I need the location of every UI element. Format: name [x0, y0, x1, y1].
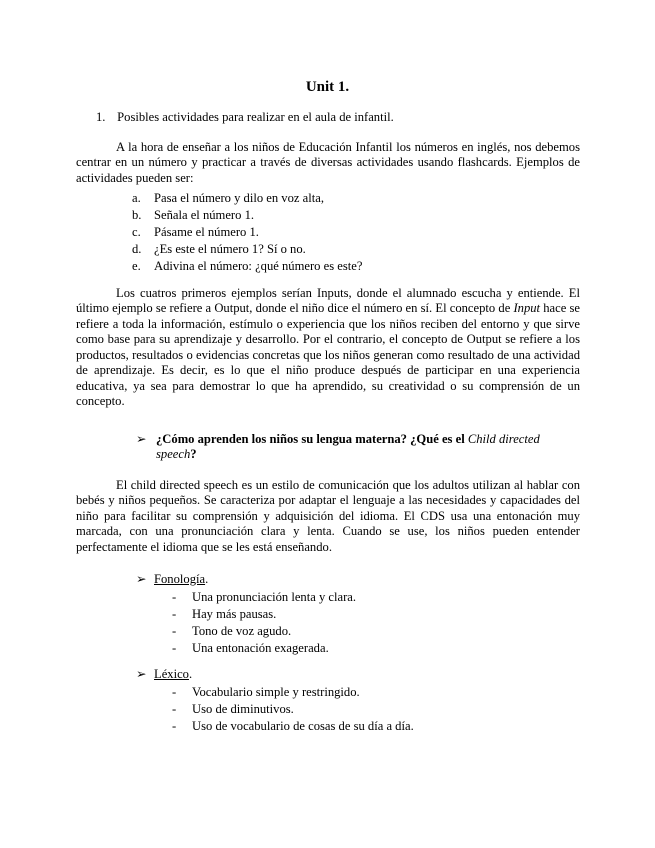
list-item: c. Pásame el número 1.	[132, 225, 259, 239]
question-heading: ➢ ¿Cómo aprenden los niños su lengua materna? ¿Qué es el Child directed speech?	[136, 432, 540, 462]
input-term: Input	[513, 301, 541, 316]
activity-list	[132, 191, 552, 276]
arrow-bullet-icon: ➢	[136, 432, 147, 446]
intro-paragraph: A la hora de enseñar a los niños de Educación Infantil los números en inglés, nos debemos centrar en un número y practicar a través de diversas actividades usando flashcards. Ejemplos de actividades pueden ser:	[76, 140, 580, 185]
list-item: - Uso de diminutivos.	[172, 702, 294, 716]
fonologia-list	[172, 590, 552, 658]
list-item: b. Señala el número 1.	[132, 208, 255, 222]
input-output-paragraph: Los cuatros primeros ejemplos serían Inputs, donde el alumnado escucha y entiende. El último ejemplo se refiere a Output, donde el niño dice el número en sí. El concepto de Input hace se refiere a toda la información, estímulo o experiencia que los niños reciben del entorno y que sirve como base para su aprendizaje y desarrollo. Por el contrario, el concepto de Output se refiere a los productos, resultados o evidencias concretas que los niños generan como resultado de una actividad de aprendizaje. Es decir, es lo que el niño produce después de participar en una experiencia educativa, ya sea para demostrar lo que ha aprendido, su creatividad o su comprensión de un concepto.	[76, 286, 580, 409]
page-title: Unit 1.	[305, 79, 350, 95]
lexico-heading: ➢ Léxico.	[136, 667, 193, 681]
list-item: - Vocabulario simple y restringido.	[172, 685, 360, 699]
cds-term: Child directed speech	[156, 432, 540, 462]
lexico-list	[172, 685, 552, 736]
section-heading-text: Posibles actividades para realizar en el aula de infantil.	[117, 110, 394, 124]
arrow-bullet-icon: ➢	[136, 667, 147, 681]
list-item: - Una entonación exagerada.	[172, 641, 329, 655]
list-item: - Hay más pausas.	[172, 607, 277, 621]
list-item: - Uso de vocabulario de cosas de su día a día.	[172, 719, 414, 733]
cds-paragraph: El child directed speech es un estilo de comunicación que los adultos utilizan al hablar con bebés y niños pequeños. Se caracteriza por adaptar el lenguaje a las necesidades y capacidades del niño para facilitar su comprensión y adquisición del idioma. El CDS usa una entonación muy marcada, con una pronunciación clara y lenta. Cuando se use, los niños pueden entender perfectamente el idioma que se les está enseñando.	[76, 478, 580, 554]
fonologia-heading: ➢ Fonología.	[136, 572, 209, 586]
list-item: d. ¿Es este el número 1? Sí o no.	[132, 242, 306, 256]
list-item: - Tono de voz agudo.	[172, 624, 292, 638]
section-number: 1.	[96, 110, 106, 124]
section-heading	[96, 110, 576, 125]
list-item: a. Pasa el número y dilo en voz alta,	[132, 191, 324, 205]
list-item: e. Adivina el número: ¿qué número es este?	[132, 259, 363, 273]
list-item: - Una pronunciación lenta y clara.	[172, 590, 356, 604]
arrow-bullet-icon: ➢	[136, 572, 147, 586]
